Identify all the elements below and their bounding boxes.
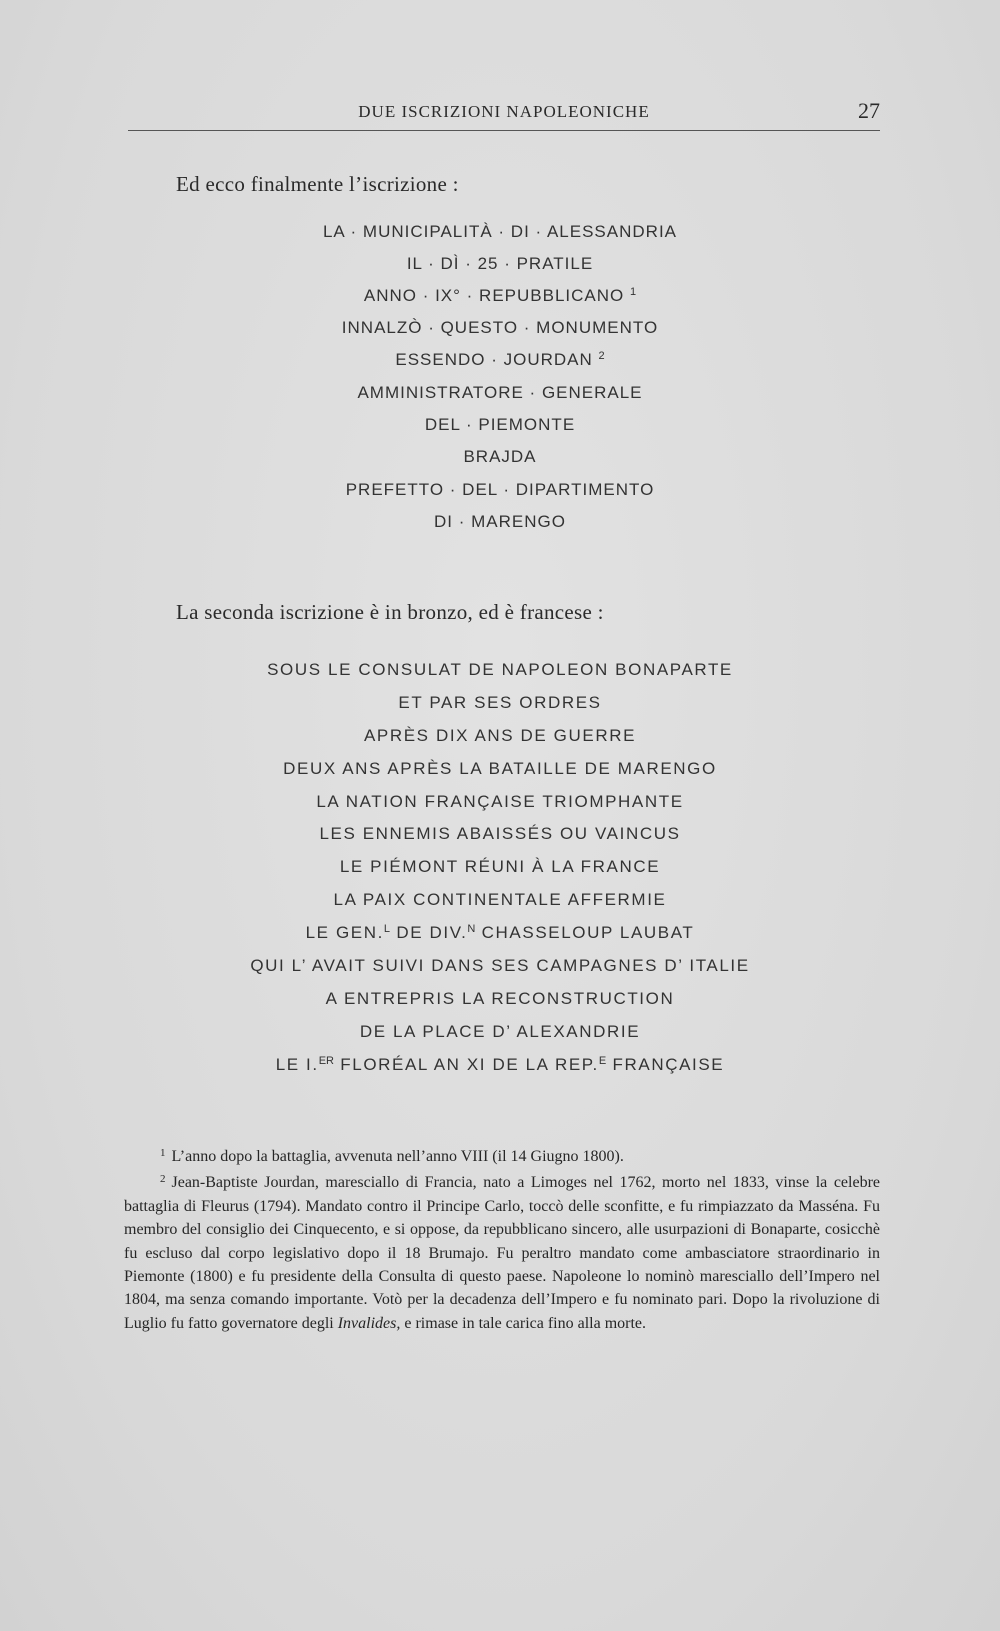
footnote-marker: 2 <box>160 1173 166 1186</box>
inscription-line: AMMINISTRATORE · GENERALE <box>357 383 643 402</box>
page-number: 27 <box>858 98 880 123</box>
inscription-line: LE PIÉMONT RÉUNI À LA FRANCE <box>339 857 661 876</box>
inscription-line: LA NATION FRANÇAISE TRIOMPHANTE <box>316 792 684 811</box>
inscription-line: DEUX ANS APRÈS LA BATAILLE DE MARENGO <box>283 759 717 778</box>
inscription-line: PREFETTO · DEL · DIPARTIMENTO <box>345 480 655 499</box>
inscription-line: A ENTREPRIS LA RECONSTRUCTION <box>325 989 675 1008</box>
running-title: DUE ISCRIZIONI NAPOLEONICHE <box>358 102 650 121</box>
inscription-line: APRÈS DIX ANS DE GUERRE <box>363 726 637 745</box>
footnotes <box>124 1142 880 1335</box>
inscription-line: INNALZÒ · QUESTO · MONUMENTO <box>341 318 659 337</box>
intro-second-paragraph: La seconda iscrizione è in bronzo, ed è francese : <box>176 600 604 624</box>
footnote-marker: 1 <box>160 1147 166 1159</box>
inscription-line: DE LA PLACE D’ ALEXANDRIE <box>359 1022 641 1041</box>
inscription-line: LE GEN.$^L$ DE DIV.$^N$ CHASSELOUP LAUBAT <box>305 923 695 942</box>
inscription-line: DEL · PIEMONTE <box>424 415 576 434</box>
inscription-line: LE I.$^{ER}$ FLORÉAL AN XI DE LA REP.$^E$ FRANÇAISE <box>275 1055 725 1074</box>
inscription-line: SOUS LE CONSULAT DE NAPOLEON BONAPARTE <box>267 660 733 679</box>
inscription-line: ET PAR SES ORDRES <box>398 693 602 712</box>
footnote-2: $^2$ Jean-Baptiste Jourdan, maresciallo di Francia, nato a Limoges nel 1762, morto nel 1833, vinse la celebre battaglia di Fleurus (1794). Mandato contro il Principe Carlo, toccò delle sconfitte, e fu rimpiazzato da Masséna. Fu membro del consiglio dei Cinquecento, e si oppose, da repubblicano sincero, alle usurpazioni di Bonaparte, cosicchè fu escluso dal corpo legislativo dopo il 18 Brumajo. Fu peraltro mandato come ambasciatore straordinario in Piemonte (1800) e fu presidente della Consulta di questo paese. Napoleone lo nominò maresciallo dell’Impero nel 1804, ma senza comando importante. Votò per la decadenza dell’Impero e fu nominato pari. Dopo la rivoluzione di Luglio fu fatto governatore degli Invalides, e rimase in tale carica fino alla morte. <box>124 1173 880 1332</box>
inscription-line: LES ENNEMIS ABAISSÉS OU VAINCUS <box>319 824 681 843</box>
inscription-line: LA PAIX CONTINENTALE AFFERMIE <box>333 890 667 909</box>
footnote-ref: 1 <box>630 286 637 298</box>
footnote-ref: 2 <box>598 350 605 362</box>
inscription-line: BRAJDA <box>463 447 537 466</box>
intro-first-paragraph: Ed ecco finalmente l’iscrizione : <box>176 172 459 196</box>
inscription-line: ANNO · IX° · REPUBBLICANO $^1$ <box>363 286 637 305</box>
inscription-line: ESSENDO · JOURDAN $^2$ <box>395 350 605 369</box>
inscription-line: QUI L’ AVAIT SUIVI DANS SES CAMPAGNES D’ ITALIE <box>250 956 750 975</box>
inscription-line: IL · DÌ · 25 · PRATILE <box>406 254 594 273</box>
running-head <box>128 96 880 131</box>
inscription-line: LA · MUNICIPALITÀ · DI · ALESSANDRIA <box>322 222 678 241</box>
footnote-1: $^1$ L’anno dopo la battaglia, avvenuta nell’anno VIII (il 14 Giugno 1800). <box>160 1147 624 1165</box>
inscription-line: DI · MARENGO <box>434 512 566 531</box>
